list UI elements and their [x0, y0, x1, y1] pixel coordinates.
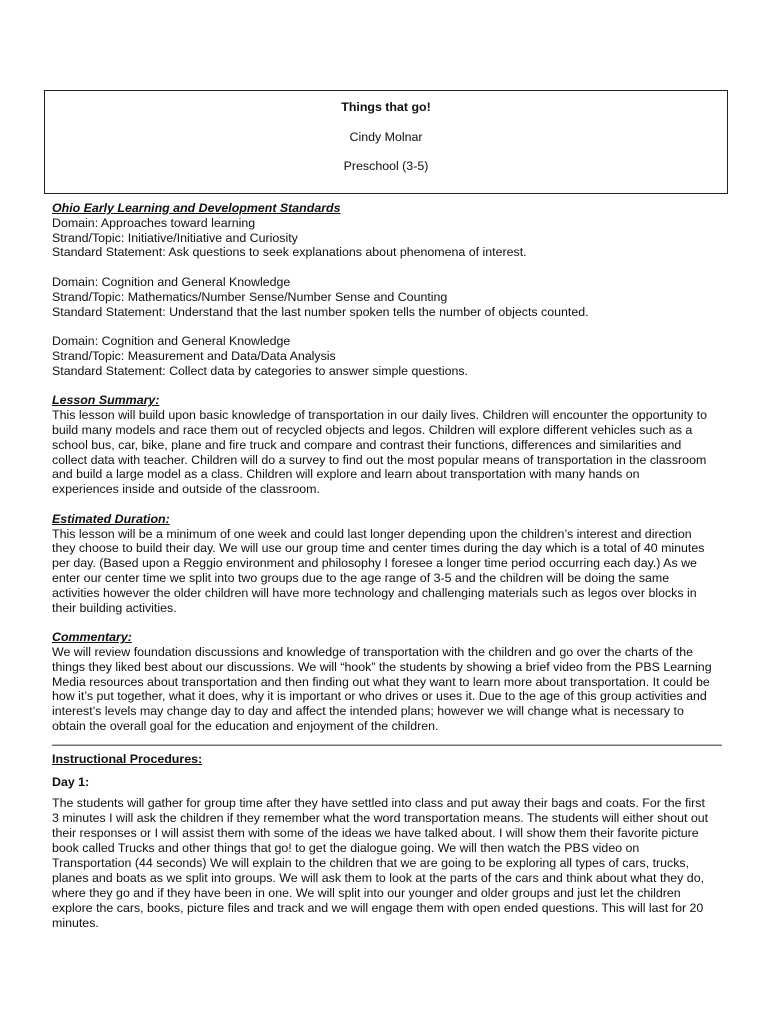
day-1-heading: Day 1: [52, 775, 90, 789]
paragraph-line: Media resources about transportation and then finding out what they want to learn more about transportation. It could be [52, 674, 710, 689]
paragraph-line: This lesson will be a minimum of one week and could last longer depending upon the children’s interest and direction [52, 526, 692, 541]
standard-3-strand: Strand/Topic: Measurement and Data/Data Analysis [52, 348, 336, 363]
paragraph-line: enter our center time we split into two groups due to the age range of 3-5 and the children will be doing the same [52, 570, 670, 585]
paragraph-line: This lesson will build upon basic knowledge of transportation in our daily lives. Children will encounter the opportunity to [52, 408, 707, 423]
paragraph-line: interest’s levels may change day to day and affect the intended plans; however we will change what is necessary to [52, 704, 684, 719]
paragraph-line: and build a large model as a class. Children will explore and learn about transportation with many hands on [52, 467, 640, 482]
paragraph-line: planes and boats as we split into groups. We will ask them to look at the parts of the cars and think about what they do, [52, 871, 705, 885]
standard-2-statement: Standard Statement: Understand that the last number spoken tells the number of objects counted. [52, 304, 589, 319]
paragraph-line: build many models and race them out of recycled objects and legos. Children will explore different vehicles such as a [52, 422, 693, 437]
standard-1-strand: Strand/Topic: Initiative/Initiative and Curiosity [52, 230, 298, 245]
standard-3-statement: Standard Statement: Collect data by categories to answer simple questions. [52, 363, 468, 378]
standard-1-statement: Standard Statement: Ask questions to seek explanations about phenomena of interest. [52, 245, 527, 260]
standard-2-strand: Strand/Topic: Mathematics/Number Sense/Number Sense and Counting [52, 289, 448, 304]
paragraph-line: things they liked best about our discussions. We will “hook” the students by showing a brief video from the PBS Learning [52, 659, 712, 674]
paragraph-line: school bus, car, bike, plane and fire truck and compare and contrast their functions, differences and similarities and [52, 437, 682, 452]
section-divider [52, 744, 722, 746]
instructional-procedures-heading: Instructional Procedures: [52, 752, 203, 766]
standard-3-domain: Domain: Cognition and General Knowledge [52, 334, 291, 349]
paragraph-line: minutes. [52, 916, 99, 930]
day-1-paragraph [52, 796, 724, 931]
paragraph-line: their building activities. [52, 600, 177, 615]
paragraph-line: book called Trucks and other things that go! to get the dialogue going. We will then watch the PBS video on [52, 841, 640, 855]
paragraph-line: their responses or I will assist them with some of the ideas we have talked about. I will show them their favorite picture [52, 826, 699, 840]
author-name: Cindy Molnar [349, 130, 423, 144]
paragraph-line: obtain the overall goal for the education and enjoyment of the children. [52, 718, 439, 733]
paragraph-line: 3 minutes I will ask the children if they remember what the word transportation means. The students will either shout out [52, 811, 709, 825]
standards-heading: Ohio Early Learning and Development Standards [52, 201, 341, 215]
paragraph-line: they choose to build their day. We will use our group time and center times during the day which is a total of 40 minutes [52, 541, 705, 556]
standard-1-domain: Domain: Approaches toward learning [52, 215, 256, 230]
grade-level: Preschool (3-5) [343, 159, 429, 173]
estimated-duration-heading: Estimated Duration: [52, 511, 170, 526]
title-box [44, 90, 728, 194]
lesson-content [52, 201, 724, 734]
paragraph-line: The students will gather for group time after they have settled into class and put away their bags and coats. For the first [52, 796, 705, 810]
standard-2-domain: Domain: Cognition and General Knowledge [52, 274, 291, 289]
commentary-heading: Commentary: [52, 630, 132, 645]
paragraph-line: experiences inside and outside of the classroom. [52, 482, 320, 497]
lesson-summary-heading: Lesson Summary: [52, 393, 160, 408]
paragraph-line: We will review foundation discussions and knowledge of transportation with the children and go over the charts of the [52, 644, 694, 659]
paragraph-line: collect data with teacher. Children will do a survey to find out the most popular means of transportation in the classroom [52, 452, 707, 467]
paragraph-line: explore the cars, books, picture files and track and we will engage them with open ended questions. This will last for 20 [52, 901, 704, 915]
paragraph-line: activities however the older children will have more technology and challenging materials such as legos over blocks in [52, 585, 697, 600]
paragraph-line: how it’s put together, what it does, why it is important or who drives or uses it. Due to the age of this group activities and [52, 689, 707, 704]
paragraph-line: Transportation (44 seconds) We will explain to the children that we are going to be exploring all types of cars, trucks, [52, 856, 690, 870]
paragraph-line: per day. (Based upon a Reggio environment and philosophy I foresee a longer time period occurring each day.) As we [52, 556, 697, 571]
lesson-title: Things that go! [341, 100, 431, 114]
paragraph-line: where they go and if they have been in one. We will split into our younger and older groups and just let the children [52, 886, 681, 900]
